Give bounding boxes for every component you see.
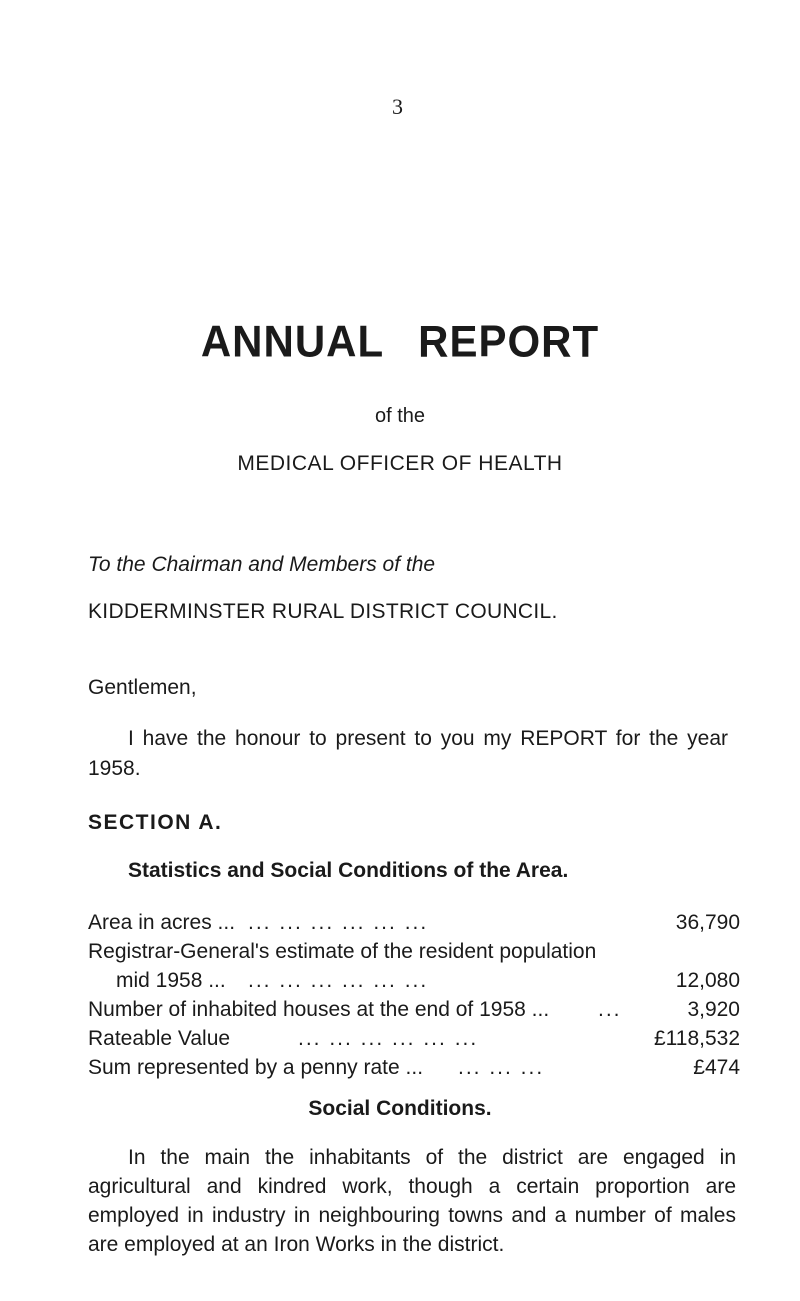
stat-label-area: Area in acres ... bbox=[88, 911, 236, 934]
statistics-table bbox=[88, 908, 740, 1082]
stat-leader-dots-houses: ... bbox=[598, 998, 622, 1021]
stat-leader-dots-penny-rate: ... ... ... bbox=[458, 1056, 545, 1079]
stat-label-penny-rate: Sum represented by a penny rate ... bbox=[88, 1056, 424, 1079]
stat-label-houses: Number of inhabited houses at the end of 1958 ... bbox=[88, 998, 550, 1021]
stat-label-population-line-2: mid 1958 ... bbox=[116, 969, 226, 992]
salutation: Gentlemen, bbox=[88, 676, 197, 699]
stat-label-rateable-value: Rateable Value bbox=[88, 1027, 231, 1050]
intro-paragraph: I have the honour to present to you my REPORT for the year 1958. bbox=[88, 727, 728, 780]
stat-value-houses: 3,920 bbox=[687, 998, 740, 1021]
subtitle-office: MEDICAL OFFICER OF HEALTH bbox=[237, 452, 563, 475]
stat-row-houses bbox=[88, 995, 740, 1024]
social-conditions-heading: Social Conditions. bbox=[308, 1097, 492, 1120]
addressee-line-1: To the Chairman and Members of the bbox=[88, 553, 436, 576]
subtitle-of-the: of the bbox=[374, 405, 426, 427]
stat-row-area bbox=[88, 908, 740, 937]
stat-row-population bbox=[88, 966, 740, 995]
page-number: 3 bbox=[392, 94, 403, 119]
report-title bbox=[0, 317, 800, 367]
report-title-word-1: ANNUAL bbox=[200, 316, 385, 367]
report-title-word-2: REPORT bbox=[418, 316, 600, 367]
stat-value-rateable-value: £118,532 bbox=[653, 1027, 740, 1050]
section-heading: SECTION A. bbox=[88, 811, 223, 834]
addressee-line-2: KIDDERMINSTER RURAL DISTRICT COUNCIL. bbox=[88, 600, 558, 623]
stat-row-population-line-1 bbox=[88, 937, 740, 966]
stat-row-penny-rate bbox=[88, 1053, 740, 1082]
stat-row-rateable-value bbox=[88, 1024, 740, 1053]
stat-leader-dots-area: ... ... ... ... ... ... bbox=[248, 911, 429, 934]
stat-leader-dots-population: ... ... ... ... ... ... bbox=[248, 969, 429, 992]
stat-value-area: 36,790 bbox=[675, 911, 740, 934]
stat-value-population: 12,080 bbox=[675, 969, 740, 992]
statistics-heading: Statistics and Social Conditions of the Area. bbox=[128, 859, 569, 882]
social-conditions-paragraph: In the main the inhabitants of the district are engaged in agricultural and kindred work, though a certain proportion are employed in industry in neighbouring towns and a number of males are employed at an Iron Works in the district. bbox=[88, 1146, 736, 1256]
stat-value-penny-rate: £474 bbox=[693, 1056, 740, 1079]
stat-label-population-line-1: Registrar-General's estimate of the resident population bbox=[88, 940, 597, 963]
stat-leader-dots-rateable-value: ... ... ... ... ... ... bbox=[298, 1027, 479, 1050]
